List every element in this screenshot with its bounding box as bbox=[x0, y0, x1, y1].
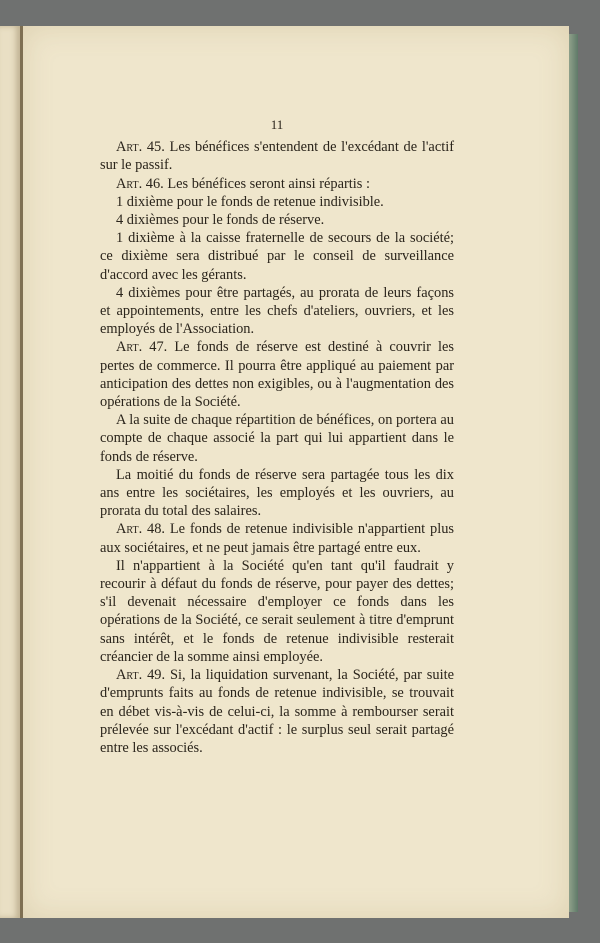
paragraph-text: 47. Le fonds de réserve est destiné à couvrir les pertes de commerce. Il pourra être appliqué au paiement par anticipation des dettes non exigibles, ou à l'augmentation des opérations de la Société. bbox=[100, 339, 454, 411]
paragraph bbox=[100, 411, 454, 466]
paragraph-text: 1 dixième à la caisse fraternelle de secours de la société; ce dixième sera distribué par le conseil de surveillance d'accord avec les gérants. bbox=[100, 230, 454, 283]
article-label: Art. bbox=[116, 667, 143, 684]
paragraph-text: 1 dixième pour le fonds de retenue indivisible. bbox=[116, 193, 384, 210]
paragraph-text: 45. Les bénéfices s'entendent de l'excédant de l'actif sur le passif. bbox=[100, 139, 454, 174]
paragraph bbox=[100, 284, 454, 339]
paragraph-text: La moitié du fonds de réserve sera partagée tous les dix ans entre les sociétaires, les employés et les ouvriers, au prorata du total des salaires. bbox=[100, 466, 454, 520]
page-number: 11 bbox=[270, 117, 284, 132]
paragraph-text: 46. Les bénéfices seront ainsi répartis : bbox=[142, 175, 370, 192]
paragraph-text: 4 dixièmes pour le fonds de réserve. bbox=[116, 212, 325, 229]
page-text bbox=[100, 116, 454, 757]
page-edge bbox=[569, 34, 578, 912]
paragraph bbox=[100, 338, 454, 411]
paragraph bbox=[100, 193, 454, 211]
facing-page-edge bbox=[0, 26, 21, 918]
article-label: Art. bbox=[116, 339, 143, 356]
paragraph-text: 48. Le fonds de retenue indivisible n'appartient plus aux sociétaires, et ne peut jamais être partagé entre eux. bbox=[100, 521, 454, 556]
paragraph bbox=[100, 229, 454, 284]
article-label: Art. bbox=[116, 175, 143, 192]
paragraph bbox=[100, 138, 454, 174]
paragraph bbox=[100, 175, 454, 193]
paragraph-text: Il n'appartient à la Société qu'en tant qu'il faudrait y recourir à défaut du fonds de réserve, pour payer des dettes; s'il devenait nécessaire d'employer ce fonds dans les opérations de la Société, ce serait seulement à titre d'emprunt sans intérêt, et le fonds de retenue indivisible resterait créancier de la somme ainsi employée. bbox=[100, 557, 454, 665]
paragraph bbox=[100, 466, 454, 521]
paragraph-text: 49. Si, la liquidation survenant, la Société, par suite d'emprunts faits au fonds de retenue indivisible, se trouvait en débet vis-à-vis de celui-ci, la somme à rembourser serait prélevée sur l'excédant d'actif : le surplus seul serait partagé entre les associés. bbox=[100, 667, 454, 756]
paragraph bbox=[100, 520, 454, 556]
article-label: Art. bbox=[116, 139, 143, 156]
paragraph bbox=[100, 666, 454, 757]
paragraph bbox=[100, 557, 454, 666]
article-label: Art. bbox=[116, 521, 143, 538]
paragraph-text: A la suite de chaque répartition de bénéfices, on portera au compte de chaque associé la part qui lui appartient dans le fonds de réserve. bbox=[100, 412, 454, 465]
paragraph-list bbox=[100, 138, 454, 757]
paragraph-text: 4 dixièmes pour être partagés, au prorata de leurs façons et appointements, entre les chefs d'ateliers, ouvriers, et les employés de l'Association. bbox=[100, 284, 454, 338]
paragraph bbox=[100, 211, 454, 229]
